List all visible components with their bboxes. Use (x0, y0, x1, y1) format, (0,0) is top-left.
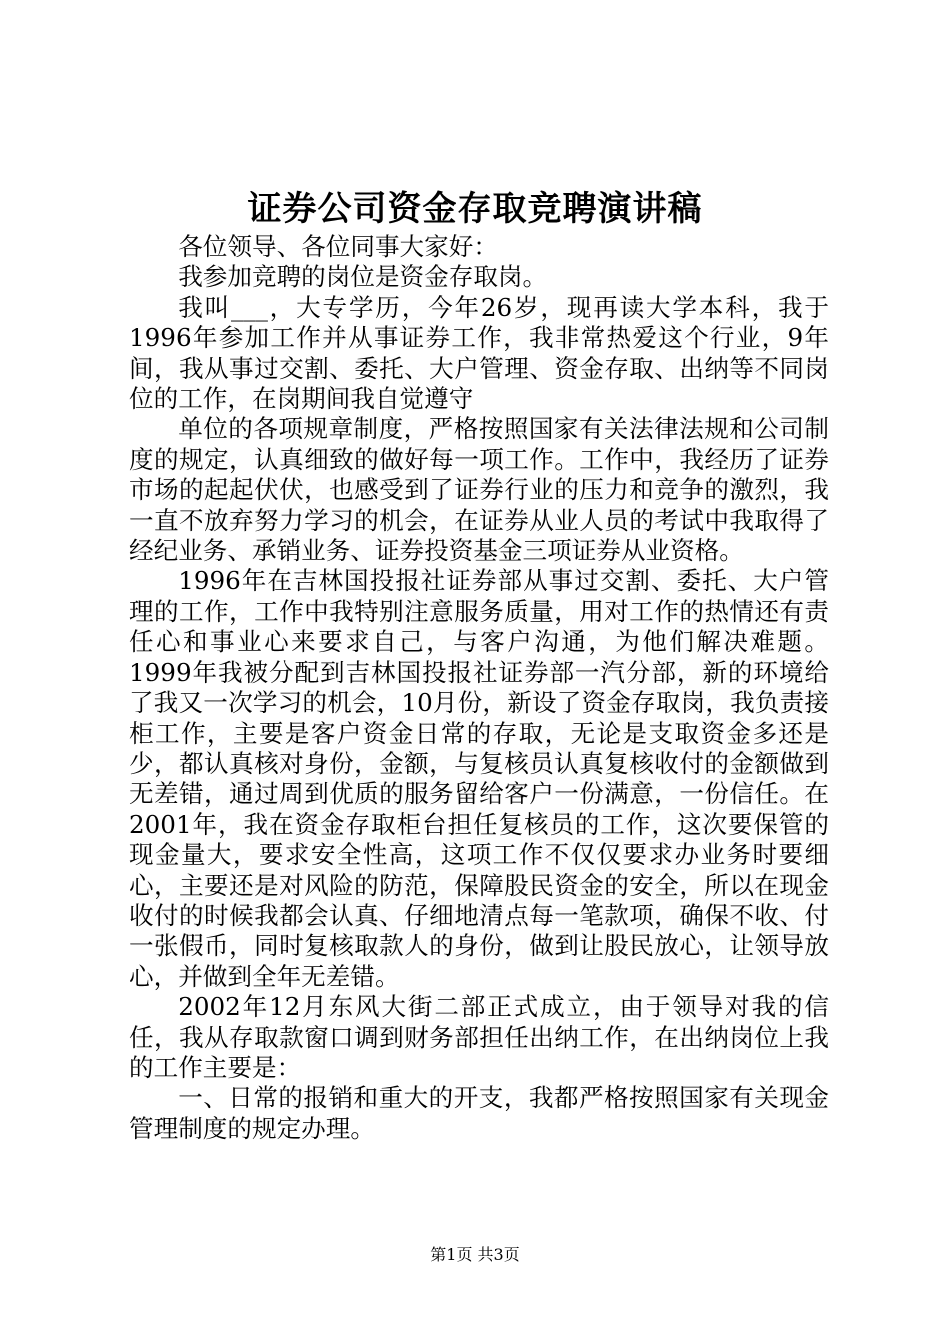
paragraph-finance-department: 2002年12月东风大街二部正式成立，由于领导对我的信任，我从存取款窗口调到财务部担任出纳工作，在出纳岗位上我的工作主要是： (129, 992, 829, 1082)
paragraph-duty-one: 一、日常的报销和重大的开支，我都严格按照国家有关现金管理制度的规定办理。 (129, 1083, 829, 1143)
paragraph-experience: 1996年在吉林国投报社证券部从事过交割、委托、大户管理的工作，工作中我特别注意服务质量，用对工作的热情还有责任心和事业心来要求自己，与客户沟通，为他们解决难题。1999年我被分配到吉林国投报社证券部一汽分部，新的环境给了我又一次学习的机会，10月份，新设了资金存取岗，我负责接柜工作，主要是客户资金日常的存取，无论是支取资金多还是少，都认真核对身份，金额，与复核员认真复核收付的金额做到无差错，通过周到优质的服务留给客户一份满意，一份信任。在2001年，我在资金存取柜台担任复核员的工作，这次要保管的现金量大，要求安全性高，这项工作不仅仅要求办业务时要细心，主要还是对风险的防范，保障股民资金的安全，所以在现金收付的时候我都会认真、仔细地清点每一笔款项，确保不收、付一张假币，同时复核取款人的身份，做到让股民放心，让领导放心，并做到全年无差错。 (129, 566, 829, 991)
paragraph-position: 我参加竞聘的岗位是资金存取岗。 (178, 262, 548, 292)
paragraph-rules: 单位的各项规章制度，严格按照国家有关法律法规和公司制度的规定，认真细致的做好每一项工作。工作中，我经历了证券市场的起起伏伏，也感受到了证券行业的压力和竞争的激烈，我一直不放弃努力学习的机会，在证券从业人员的考试中我取得了经纪业务、承销业务、证券投资基金三项证券从业资格。 (129, 414, 829, 566)
document-title: 证券公司资金存取竞聘演讲稿 (247, 189, 703, 229)
paragraph-introduction: 我叫___，大专学历，今年26岁，现再读大学本科，我于1996年参加工作并从事证券工作，我非常热爱这个行业，9年间，我从事过交割、委托、大户管理、资金存取、出纳等不同岗位的工作，在岗期间我自觉遵守 (129, 292, 829, 414)
paragraph-greeting: 各位领导、各位同事大家好： (178, 232, 498, 261)
page-footer: 第1页 共3页 (430, 1245, 520, 1264)
document-body (129, 232, 829, 1144)
